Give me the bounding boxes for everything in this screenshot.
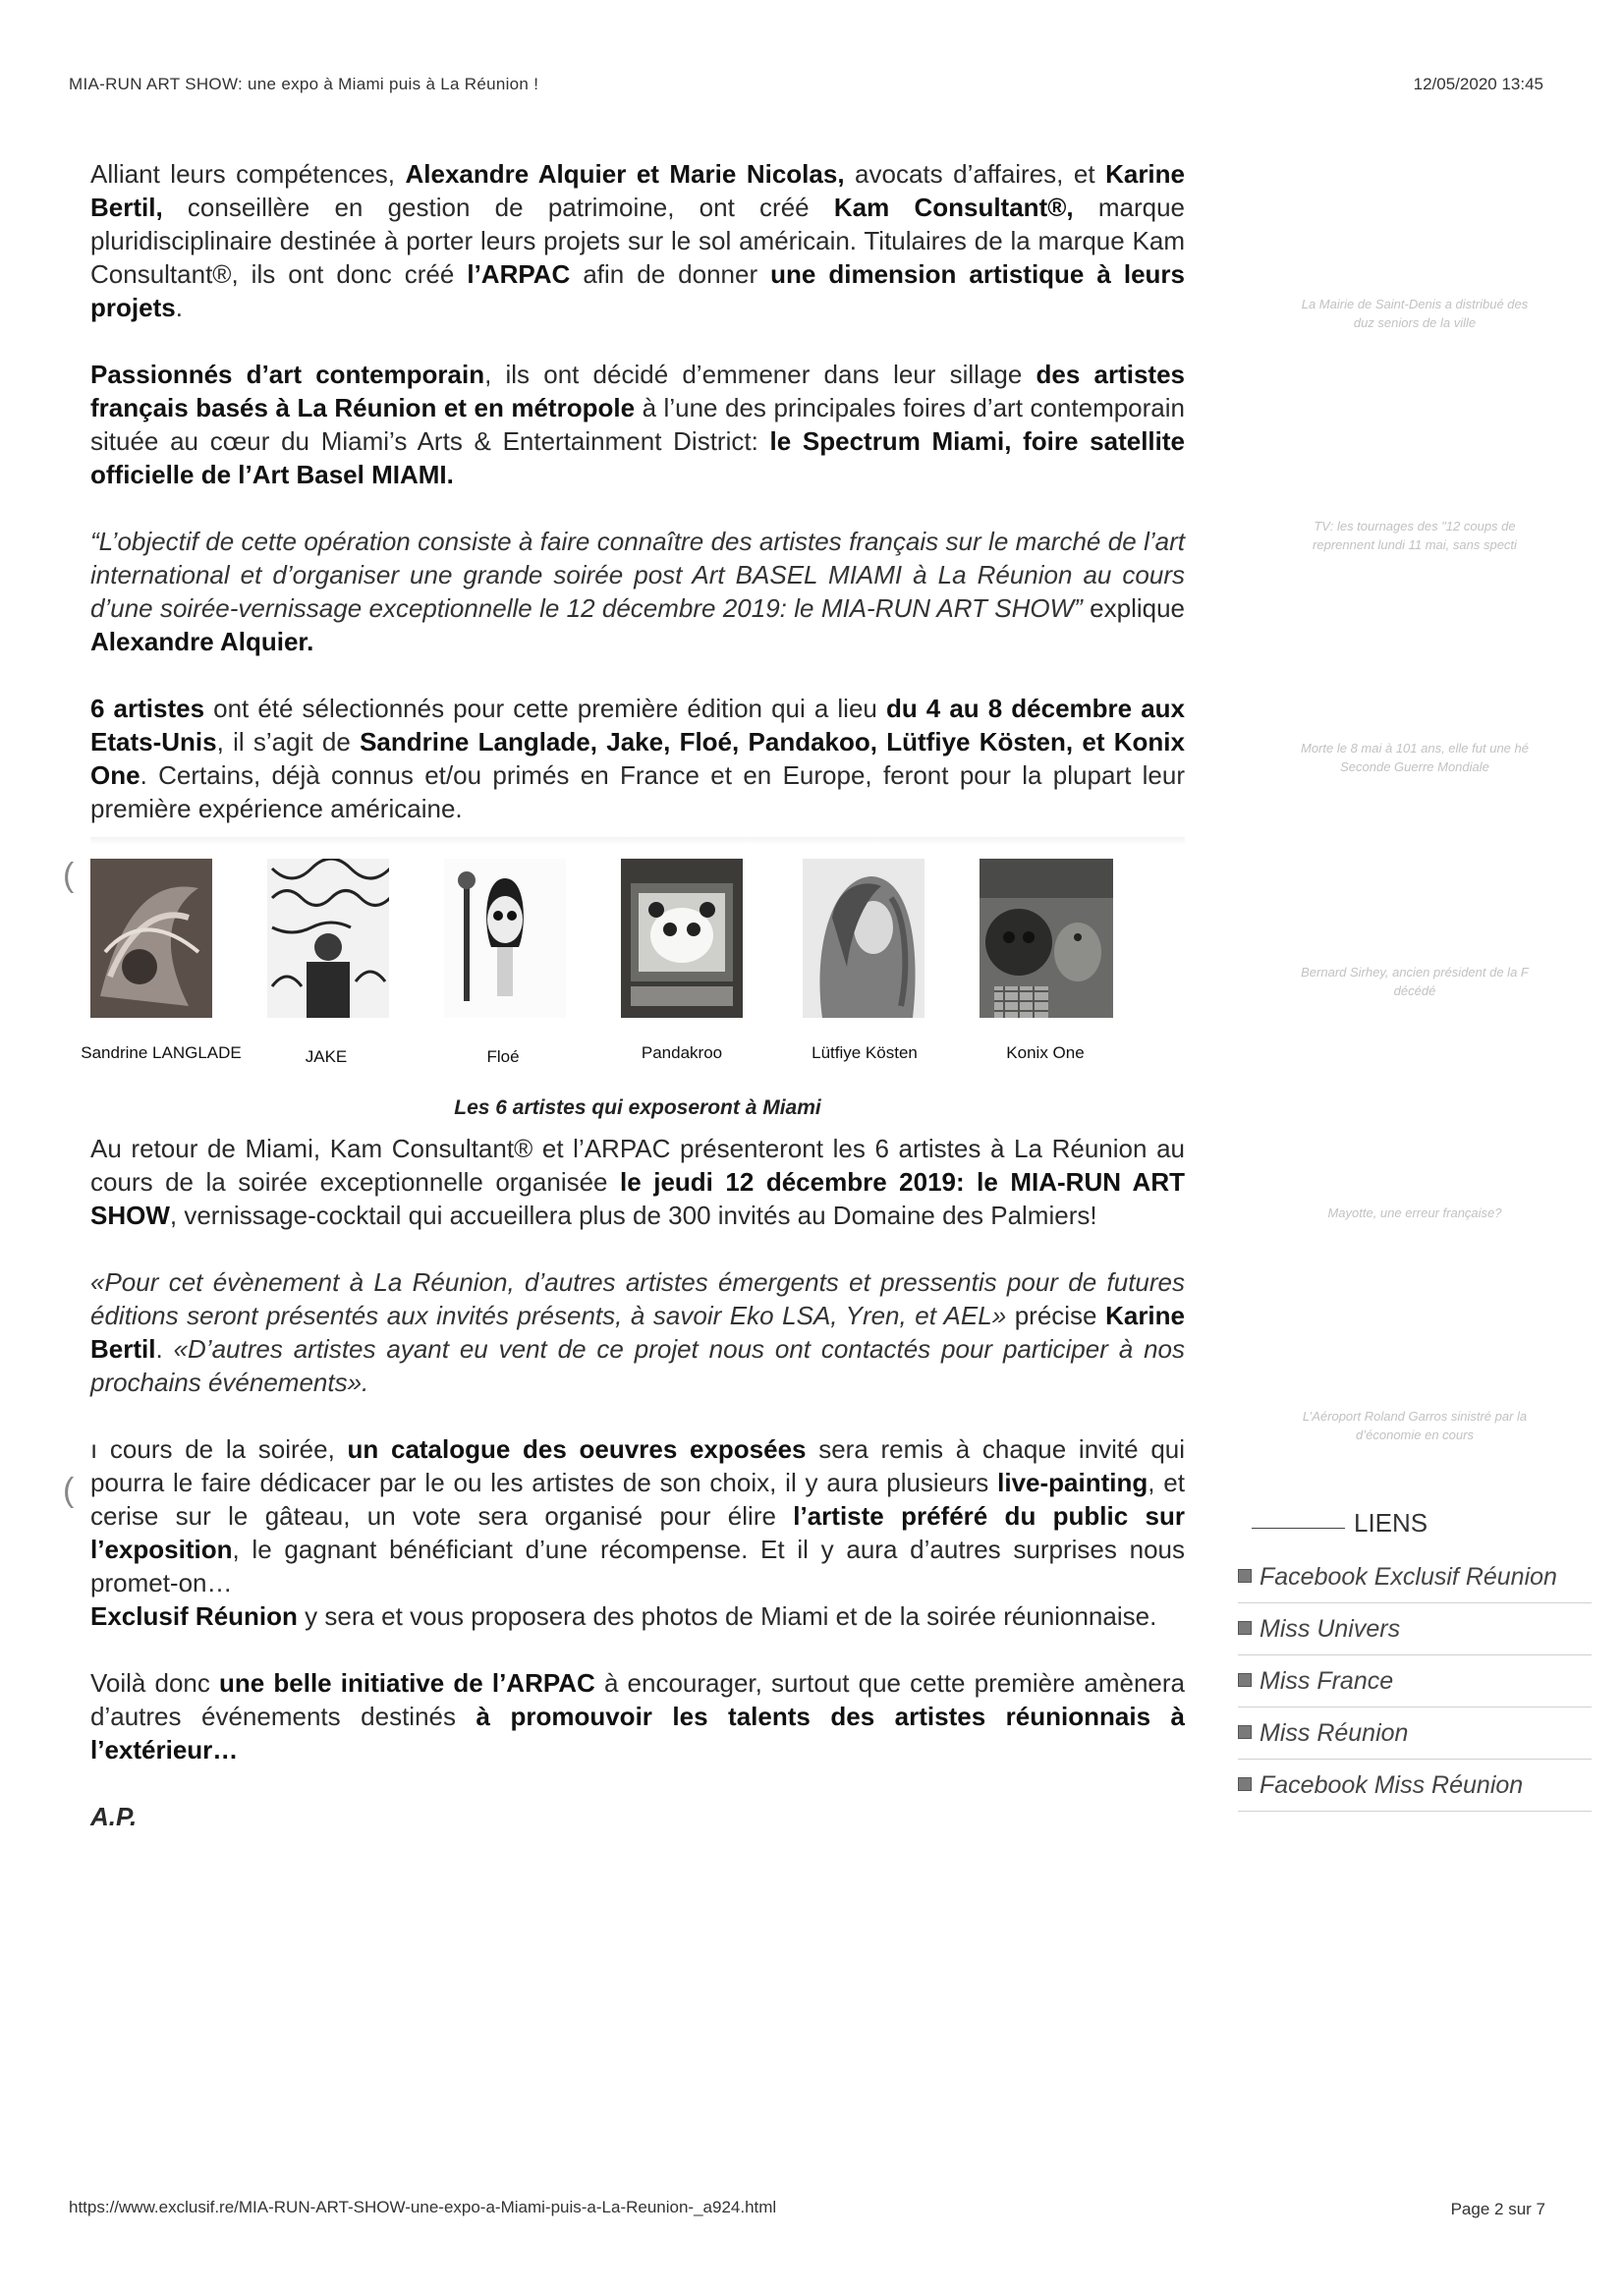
liens-widget	[1238, 1508, 1592, 1812]
lien-facebook-exclusif-reunion[interactable]	[1238, 1551, 1592, 1603]
artwork-jake	[267, 859, 389, 1018]
paragraph-passion: Passionnés d’art contemporain, ils ont décidé d’emmener dans leur sillage des artistes français basés à La Réunion et en métropole à l’une des principales foires d’art contemporain située au cœur du Miami’s Arts & Entertainment District: le Spectrum Miami, foire satellite officielle de l’Art Basel MIAMI.	[90, 360, 1185, 489]
print-footer-url: https://www.exclusif.re/MIA-RUN-ART-SHOW-une-expo-a-Miami-puis-a-La-Reunion-_a924.html	[69, 2198, 777, 2216]
artwork-konix-one	[980, 859, 1113, 1018]
artist-label-konix-one: Konix One	[1006, 1043, 1085, 1062]
lien-label: Miss Univers	[1260, 1615, 1401, 1643]
liens-list	[1238, 1551, 1592, 1812]
artwork-sandrine-langlade	[90, 859, 212, 1018]
liens-heading: LIENS	[1238, 1508, 1592, 1547]
lien-facebook-miss-reunion[interactable]	[1238, 1760, 1592, 1812]
sidebar-teaser-link[interactable]: Mayotte, une erreur française?	[1327, 1205, 1502, 1220]
bullet-square-icon	[1238, 1777, 1252, 1791]
paragraph-retour-miami: Au retour de Miami, Kam Consultant® et l’ARPAC présenteront les 6 artistes à La Réunion au cours de la soirée exceptionnelle organisée le jeudi 12 décembre 2019: le MIA-RUN ART SHOW, vernissage-cocktail qui accueillera plus de 300 invités au Domaine des Palmiers!	[90, 1134, 1185, 1230]
print-header-title: MIA-RUN ART SHOW: une expo à Miami puis à La Réunion !	[69, 75, 539, 93]
paragraph-quote-bertil: «Pour cet évènement à La Réunion, d’autres artistes émergents et pressentis pour de futures éditions seront présentés aux invités présents, à savoir Eko LSA, Yren, et AEL» précise Karine Bertil. «D’autres artistes ayant eu vent de ce projet nous ont contactés pour participer à nos prochains événements».	[90, 1267, 1185, 1397]
artwork-lutfiye-kosten	[803, 859, 924, 1018]
lien-label: Facebook Exclusif Réunion	[1260, 1563, 1557, 1591]
lien-miss-reunion[interactable]	[1238, 1708, 1592, 1760]
print-footer-page-number: Page 2 sur 7	[1450, 2200, 1545, 2218]
artist-label-pandakroo: Pandakroo	[641, 1043, 723, 1062]
artist-label-lutfiye-kosten: Lütfiye Kösten	[812, 1043, 918, 1062]
bullet-square-icon	[1238, 1621, 1252, 1635]
paragraph-exclusif: Exclusif Réunion y sera et vous proposera des photos de Miami et de la soirée réunionnaise.	[90, 1601, 1157, 1631]
sidebar-teaser-link[interactable]: TV: les tournages des "12 coups de reprennent lundi 11 mai, sans specti	[1313, 519, 1517, 552]
lien-label: Miss Réunion	[1260, 1719, 1409, 1747]
paragraph-quote-alquier: “L’objectif de cette opération consiste à faire connaître des artistes français sur le marché de l’art international et d’organiser une grande soirée post Art BASEL MIAMI à La Réunion au cours d’une soirée-vernissage exceptionnelle le 12 décembre 2019: le MIA-RUN ART SHOW” explique Alexandre Alquier.	[90, 527, 1186, 656]
bullet-square-icon	[1238, 1673, 1252, 1687]
bullet-square-icon	[1238, 1725, 1252, 1739]
paragraph-artists: 6 artistes ont été sélectionnés pour cette première édition qui a lieu du 4 au 8 décembre aux Etats-Unis, il s’agit de Sandrine Langlade, Jake, Floé, Pandakoo, Lütfiye Kösten, et Konix One. Certains, déjà connus et/ou primés en France et en Europe, feront pour la plupart leur première expérience américaine.	[90, 694, 1185, 823]
sidebar-teaser-link[interactable]: Bernard Sirhey, ancien président de la F décédé	[1301, 965, 1529, 998]
paragraph-conclusion: Voilà donc une belle initiative de l’ARPAC à encourager, surtout que cette première amènera d’autres événements destinés à promouvoir les talents des artistes réunionnais à l’extérieur…	[90, 1668, 1185, 1764]
sidebar-teaser-link[interactable]: L’Aéroport Roland Garros sinistré par la d’économie en cours	[1302, 1409, 1528, 1442]
artist-label-sandrine-langlade: Sandrine LANGLADE	[81, 1043, 242, 1062]
sidebar-teaser-link[interactable]: Morte le 8 mai à 101 ans, elle fut une hé Seconde Guerre Mondiale	[1301, 741, 1529, 774]
gallery-caption: Les 6 artistes qui exposeront à Miami	[454, 1096, 821, 1119]
bullet-square-icon	[1238, 1569, 1252, 1583]
artist-label-jake: JAKE	[305, 1047, 348, 1066]
paragraph-soiree: ı cours de la soirée, un catalogue des oeuvres exposées sera remis à chaque invité qui pourra le faire dédicacer par le ou les artistes de son choix, il y aura plusieurs live-painting, et cerise sur le gâteau, un vote sera organisé pour élire l’artiste préféré du public sur l’exposition, le gagnant bénéficiant d’une récompense. Et il y aura d’autres surprises nous promet-on…	[90, 1434, 1186, 1597]
artwork-floe	[444, 859, 566, 1018]
scan-mark: (	[63, 857, 75, 894]
lien-miss-france[interactable]	[1238, 1655, 1592, 1708]
sidebar-teaser-link[interactable]: La Mairie de Saint-Denis a distribué des duz seniors de la ville	[1301, 297, 1529, 330]
lien-label: Facebook Miss Réunion	[1260, 1771, 1524, 1799]
scan-mark: (	[63, 1472, 75, 1509]
artwork-pandakroo	[621, 859, 743, 1018]
article-signature: A.P.	[90, 1802, 138, 1831]
lien-miss-univers[interactable]	[1238, 1603, 1592, 1655]
print-header-datetime: 12/05/2020 13:45	[1413, 75, 1543, 93]
paragraph-intro: Alliant leurs compétences, Alexandre Alquier et Marie Nicolas, avocats d’affaires, et Karine Bertil, conseillère en gestion de patrimoine, ont créé Kam Consultant®, marque pluridisciplinaire destinée à porter leurs projets sur le sol américain. Titulaires de la marque Kam Consultant®, ils ont donc créé l’ARPAC afin de donner une dimension artistique à leurs projets.	[90, 159, 1185, 322]
artist-label-floe: Floé	[486, 1047, 520, 1066]
lien-label: Miss France	[1260, 1667, 1394, 1695]
article-body	[81, 157, 1186, 1833]
artists-gallery	[81, 837, 1185, 1091]
